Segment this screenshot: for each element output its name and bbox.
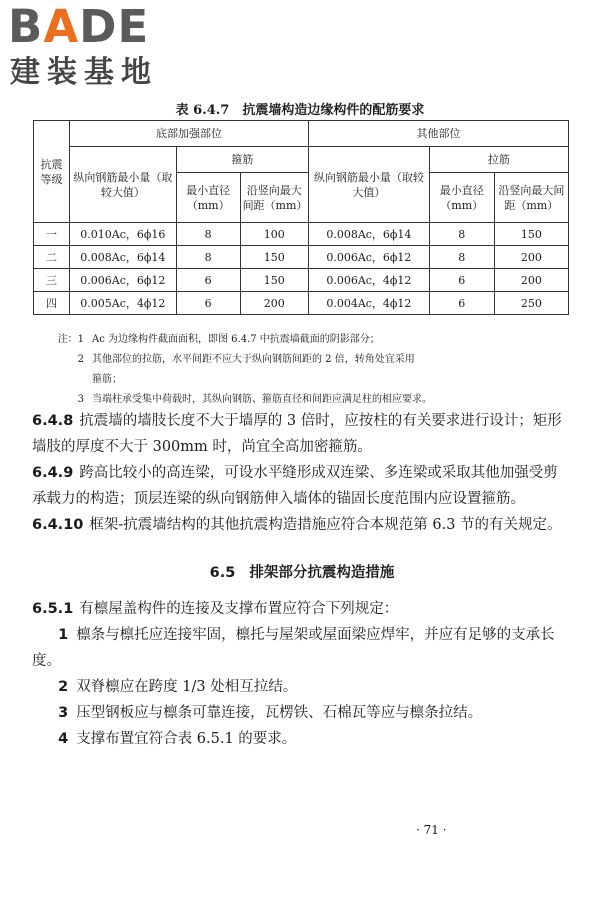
cell-other-dia: 6	[429, 269, 494, 292]
cell-bottom-spacing: 100	[240, 223, 308, 246]
cell-other-long: 0.004Ac，4ϕ12	[309, 292, 430, 315]
logo-wordmark: BADE	[8, 0, 150, 53]
header-bottom-min-dia: 最小直径（mm）	[176, 173, 240, 223]
header-bottom-zone: 底部加强部位	[69, 121, 308, 147]
table-notes	[52, 330, 572, 410]
clause-6-4-10: 6.4.10 框架-抗震墙结构的其他抗震构造措施应符合本规范第 6.3 节的有关规定。	[32, 517, 562, 533]
header-other-long-bar: 纵向钢筋最小量（取较大值）	[309, 147, 430, 223]
cell-other-long: 0.006Ac，4ϕ12	[309, 269, 430, 292]
note-3: 3 当端柱承受集中荷载时，其纵向钢筋、箍筋直径和间距应满足柱的相应要求。	[77, 394, 432, 405]
clause-6-5-1: 6.5.1 有檩屋盖构件的连接及支撑布置应符合下列规定：	[32, 601, 399, 617]
cell-bottom-dia: 6	[176, 292, 240, 315]
header-other-max-spacing: 沿竖向最大间距（mm）	[494, 173, 568, 223]
list-item: 4 支撑布置宜符合表 6.5.1 的要求。	[58, 731, 297, 747]
cell-bottom-long: 0.008Ac，6ϕ14	[69, 246, 176, 269]
clause-6-4-9: 6.4.9 跨高比较小的高连梁，可设水平缝形成双连梁、多连梁或采取其他加强受剪承载力的构造；顶层连梁的纵向钢筋伸入墙体的锚固长度范围内应设置箍筋。	[32, 465, 558, 507]
cell-other-spacing: 150	[494, 223, 568, 246]
header-bottom-max-spacing: 沿竖向最大间距（mm）	[240, 173, 308, 223]
list-item: 1 檩条与檩托应连接牢固，檩托与屋架或屋面梁应焊牢，并应有足够的支承长度。	[32, 627, 555, 669]
page-number: · 71 ·	[416, 823, 447, 837]
bade-logo	[8, 0, 178, 95]
table-row	[34, 269, 569, 292]
cell-other-long: 0.006Ac，6ϕ12	[309, 246, 430, 269]
cell-other-dia: 6	[429, 292, 494, 315]
header-other-min-dia: 最小直径（mm）	[429, 173, 494, 223]
cell-other-dia: 8	[429, 223, 494, 246]
cell-bottom-spacing: 150	[240, 269, 308, 292]
logo-subtitle: 建装基地	[10, 55, 158, 90]
cell-grade: 一	[34, 223, 70, 246]
table-row	[34, 246, 569, 269]
clause-6-4-8: 6.4.8 抗震墙的墙肢长度不大于墙厚的 3 倍时，应按柱的有关要求进行设计；矩形墙肢的厚度不大于 300mm 时，尚宜全高加密箍筋。	[32, 413, 562, 455]
list-item: 3 压型钢板应与檩条可靠连接，瓦楞铁、石棉瓦等应与檩条拉结。	[58, 705, 483, 721]
list-item: 2 双脊檩应在跨度 1/3 处相互拉结。	[58, 679, 298, 695]
cell-bottom-dia: 8	[176, 246, 240, 269]
section-heading-6-5: 6.5 排架部分抗震构造措施	[209, 564, 395, 581]
cell-other-spacing: 200	[494, 246, 568, 269]
cell-other-long: 0.008Ac，6ϕ14	[309, 223, 430, 246]
reinforcement-table	[33, 120, 569, 315]
cell-other-dia: 8	[429, 246, 494, 269]
cell-bottom-spacing: 200	[240, 292, 308, 315]
table-row	[34, 292, 569, 315]
cell-bottom-dia: 6	[176, 269, 240, 292]
cell-other-spacing: 250	[494, 292, 568, 315]
note-2: 2 其他部位的拉筋，水平间距不应大于纵向钢筋间距的 2 倍，转角处宜采用	[77, 354, 415, 365]
cell-bottom-dia: 8	[176, 223, 240, 246]
cell-grade: 二	[34, 246, 70, 269]
cell-bottom-long: 0.010Ac，6ϕ16	[69, 223, 176, 246]
note-2-continued: 箍筋；	[92, 374, 122, 385]
table-row	[34, 223, 569, 246]
header-bottom-long-bar: 纵向钢筋最小量（取较大值）	[69, 147, 176, 223]
header-tie: 拉筋	[429, 147, 568, 173]
table-title: 表 6.4.7 抗震墙构造边缘构件的配筋要求	[175, 103, 425, 118]
header-other-zone: 其他部位	[309, 121, 569, 147]
cell-other-spacing: 200	[494, 269, 568, 292]
cell-grade: 三	[34, 269, 70, 292]
header-grade: 抗震等级	[34, 121, 70, 223]
cell-bottom-spacing: 150	[240, 246, 308, 269]
cell-grade: 四	[34, 292, 70, 315]
header-stirrup: 箍筋	[176, 147, 308, 173]
cell-bottom-long: 0.006Ac，6ϕ12	[69, 269, 176, 292]
body-text	[32, 408, 572, 752]
note-1: 注：1 Ac 为边缘构件截面面积，即图 6.4.7 中抗震墙截面的阴影部分；	[57, 334, 380, 345]
cell-bottom-long: 0.005Ac，4ϕ12	[69, 292, 176, 315]
